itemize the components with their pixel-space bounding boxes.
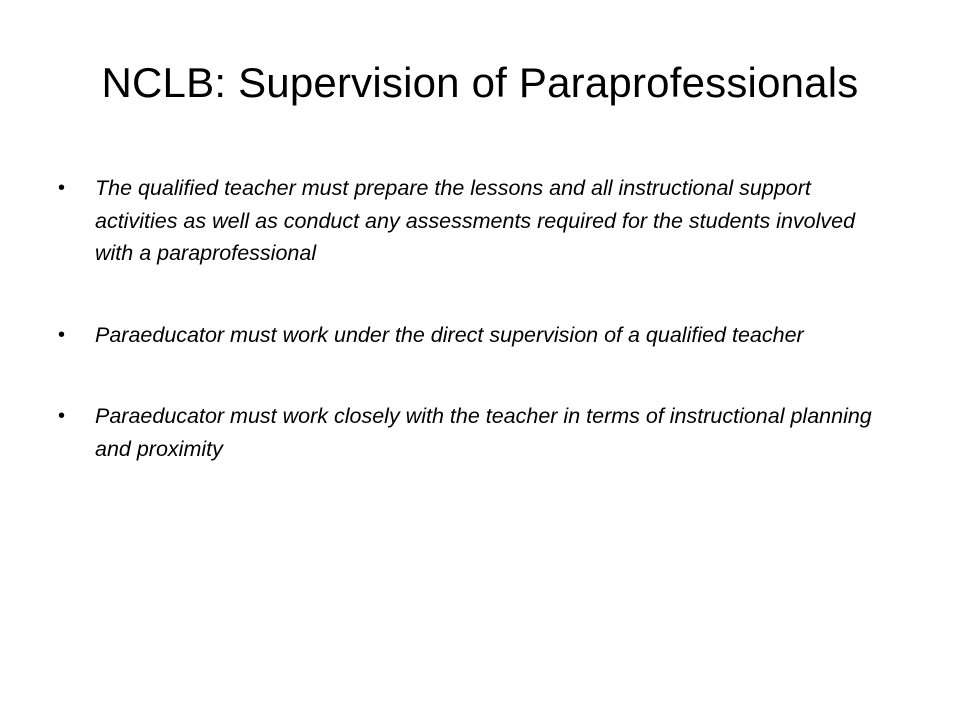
bullet-point-icon: • [58, 323, 66, 346]
bullet-text-1: The qualified teacher must prepare the lessons and all instructional support activities as well as conduct any assessments required for the students involved with a paraprofessional [95, 176, 856, 265]
bullet-text-2: Paraeducator must work under the direct supervision of a qualified teacher [95, 322, 804, 347]
bullet-list [58, 172, 888, 465]
slide-title: NCLB: Supervision of Paraprofessionals [101, 59, 859, 106]
bullet-item-1 [58, 172, 888, 270]
bullet-item-3 [58, 400, 888, 465]
bullet-point-icon: • [58, 405, 66, 427]
bullet-text-3: Paraeducator must work closely with the teacher in terms of instructional planning and proximity [95, 404, 872, 461]
bullet-item-2 [58, 319, 888, 352]
bullet-point-icon: • [58, 177, 66, 199]
